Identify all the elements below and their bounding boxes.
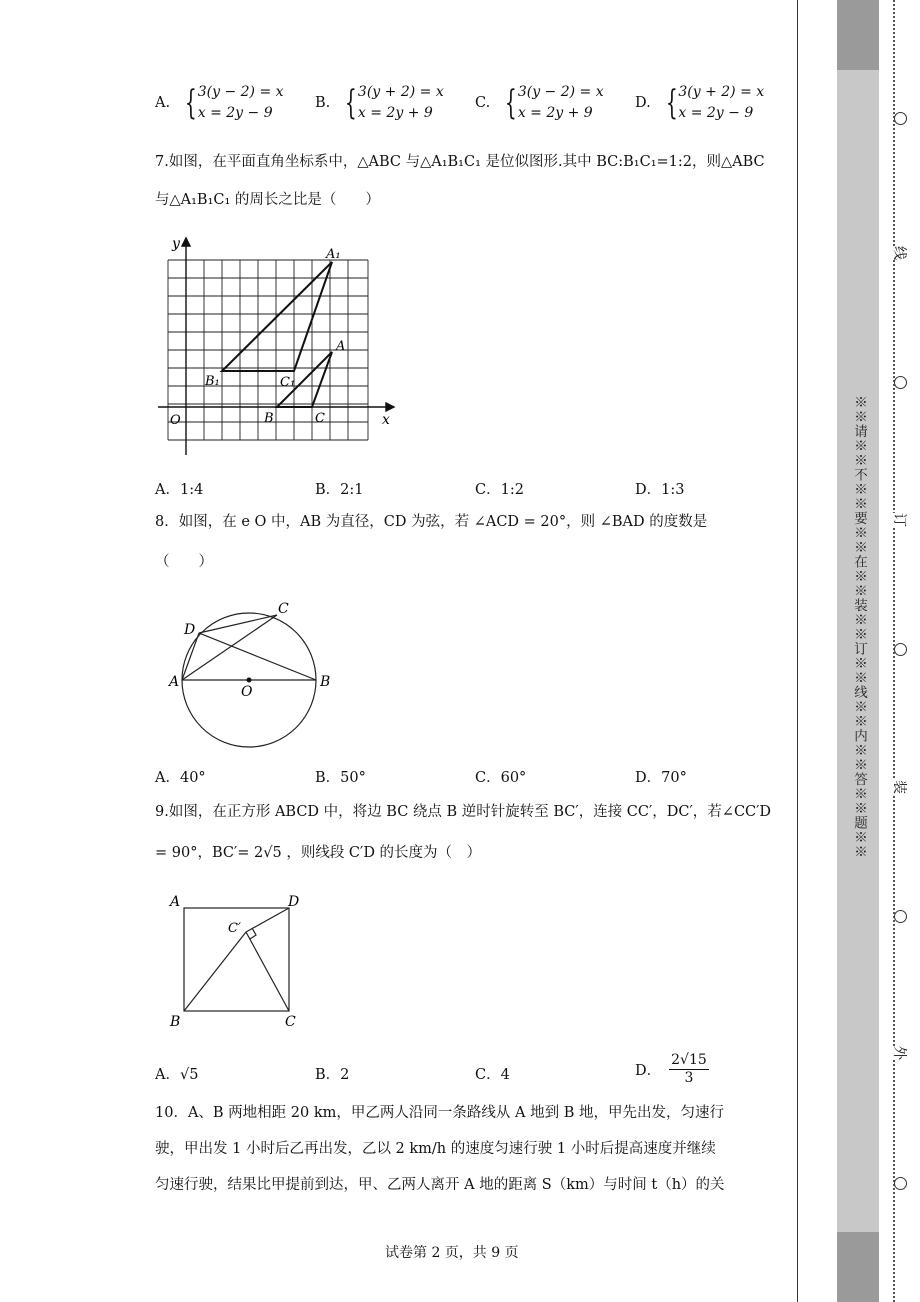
page-footer: 试卷第 2 页，共 9 页 — [385, 1245, 519, 1261]
fraction-denominator: 3 — [684, 1070, 694, 1086]
margin-circle-5 — [894, 1177, 907, 1190]
q9-option-d[interactable] — [635, 1052, 709, 1087]
q7-label-y: y — [172, 236, 180, 252]
q7-option-b[interactable]: B．2:1 — [315, 482, 364, 498]
q9-label-a: A — [170, 894, 181, 910]
margin-circle-3 — [894, 643, 907, 656]
margin-label-wai: 外 — [890, 1046, 910, 1060]
q8-stem-line1: 8．如图，在 e O 中，AB 为直径，CD 为弦，若 ∠ACD = 20°，则 ∠BAD 的度数是 — [155, 514, 708, 530]
margin-circle-2 — [894, 376, 907, 389]
q9-option-d-label: D． — [635, 1063, 662, 1079]
q8-option-a[interactable]: A．40° — [155, 770, 206, 786]
q8-label-c: C — [278, 601, 289, 617]
q8-stem-line2: （ ） — [155, 554, 213, 570]
margin-label-ding: 订 — [890, 513, 910, 527]
q10-stem-line2: 驶，甲出发 1 小时后乙再出发，乙以 2 km/h 的速度匀速行驶 1 小时后提高速度并继续 — [155, 1141, 716, 1157]
q8-label-o: O — [241, 684, 253, 700]
binding-margin-border — [797, 0, 839, 1302]
q9-option-c[interactable]: C．4 — [475, 1067, 510, 1083]
q9-stem-line1: 9.如图，在正方形 ABCD 中，将边 BC 绕点 B 逆时针旋转至 BC′，连接 CC′，DC′，若∠CC′D — [155, 804, 772, 820]
q8-label-b: B — [320, 674, 331, 690]
q7-label-b1: B₁ — [205, 374, 220, 389]
q6-option-c[interactable]: C. { 3(y − 2) = x x = 2y + 9 — [475, 83, 604, 123]
q9-stem-line2: = 90°，BC′= 2√5 ，则线段 C′D 的长度为（ ） — [155, 845, 482, 861]
q9-label-b: B — [170, 1014, 181, 1030]
margin-dark-top — [837, 0, 879, 70]
q10-stem-line1: 10．A、B 两地相距 20 km，甲乙两人沿同一条路线从 A 地到 B 地，甲先出发，匀速行 — [155, 1105, 724, 1121]
segment-ac — [182, 615, 277, 680]
q7-label-c: C — [315, 411, 325, 426]
q7-label-c1: C₁ — [280, 375, 296, 390]
q7-stem-line1: 7.如图，在平面直角坐标系中，△ABC 与△A₁B₁C₁ 是位似图形.其中 BC:B₁C₁=1:2，则△ABC — [155, 154, 765, 170]
q7-option-a[interactable]: A．1:4 — [155, 482, 204, 498]
q8-label-d: D — [184, 622, 196, 638]
q8-figure — [160, 595, 350, 755]
margin-warning-text: ※※请※※不※※要※※在※※装※※订※※线※※内※※答※※题※※ — [851, 395, 867, 859]
q7-label-a: A — [336, 339, 346, 354]
q9-option-b[interactable]: B．2 — [315, 1067, 350, 1083]
segment-bcp — [184, 932, 246, 1011]
q10-stem-line3: 匀速行驶，结果比甲提前到达，甲、乙两人离开 A 地的距离 S（km）与时间 t（h）的关 — [155, 1177, 725, 1193]
q7-triangles — [222, 262, 332, 407]
q7-label-o: O — [170, 413, 181, 428]
segment-ccp — [246, 932, 289, 1011]
q6-option-a[interactable]: A. { 3(y − 2) = x x = 2y − 9 — [155, 83, 284, 123]
q6-option-d[interactable]: D. { 3(y + 2) = x x = 2y − 9 — [635, 83, 765, 123]
margin-label-zhuang: 装 — [890, 780, 910, 794]
q9-option-a[interactable]: A．√5 — [155, 1067, 199, 1083]
q7-option-c[interactable]: C．1:2 — [475, 482, 524, 498]
q8-option-b[interactable]: B．50° — [315, 770, 366, 786]
q9-option-d-fraction — [669, 1052, 709, 1087]
margin-label-xian: 线 — [890, 246, 910, 260]
q7-figure — [150, 230, 400, 460]
q7-stem-line2: 与△A₁B₁C₁ 的周长之比是（ ） — [155, 192, 380, 208]
chord-cd — [199, 615, 277, 633]
margin-circle-1 — [894, 112, 907, 125]
q6-options — [155, 82, 765, 132]
center-point — [247, 678, 252, 683]
segment-ad — [182, 633, 199, 680]
q9-figure — [160, 888, 320, 1033]
margin-dark-bottom — [837, 1232, 879, 1302]
q7-option-d[interactable]: D．1:3 — [635, 482, 685, 498]
fraction-numerator: 2√15 — [671, 1052, 707, 1068]
margin-circle-4 — [894, 910, 907, 923]
q7-label-a1: A₁ — [326, 247, 341, 262]
q7-label-b: B — [264, 411, 274, 426]
q8-option-d[interactable]: D．70° — [635, 770, 687, 786]
q8-option-c[interactable]: C．60° — [475, 770, 527, 786]
q6-option-b[interactable]: B. { 3(y + 2) = x x = 2y + 9 — [315, 83, 444, 123]
q7-label-x: x — [382, 412, 390, 428]
q9-label-c: C — [285, 1014, 296, 1030]
q8-label-a: A — [169, 674, 180, 690]
q9-label-cprime: C′ — [228, 921, 241, 936]
q9-label-d: D — [288, 894, 300, 910]
